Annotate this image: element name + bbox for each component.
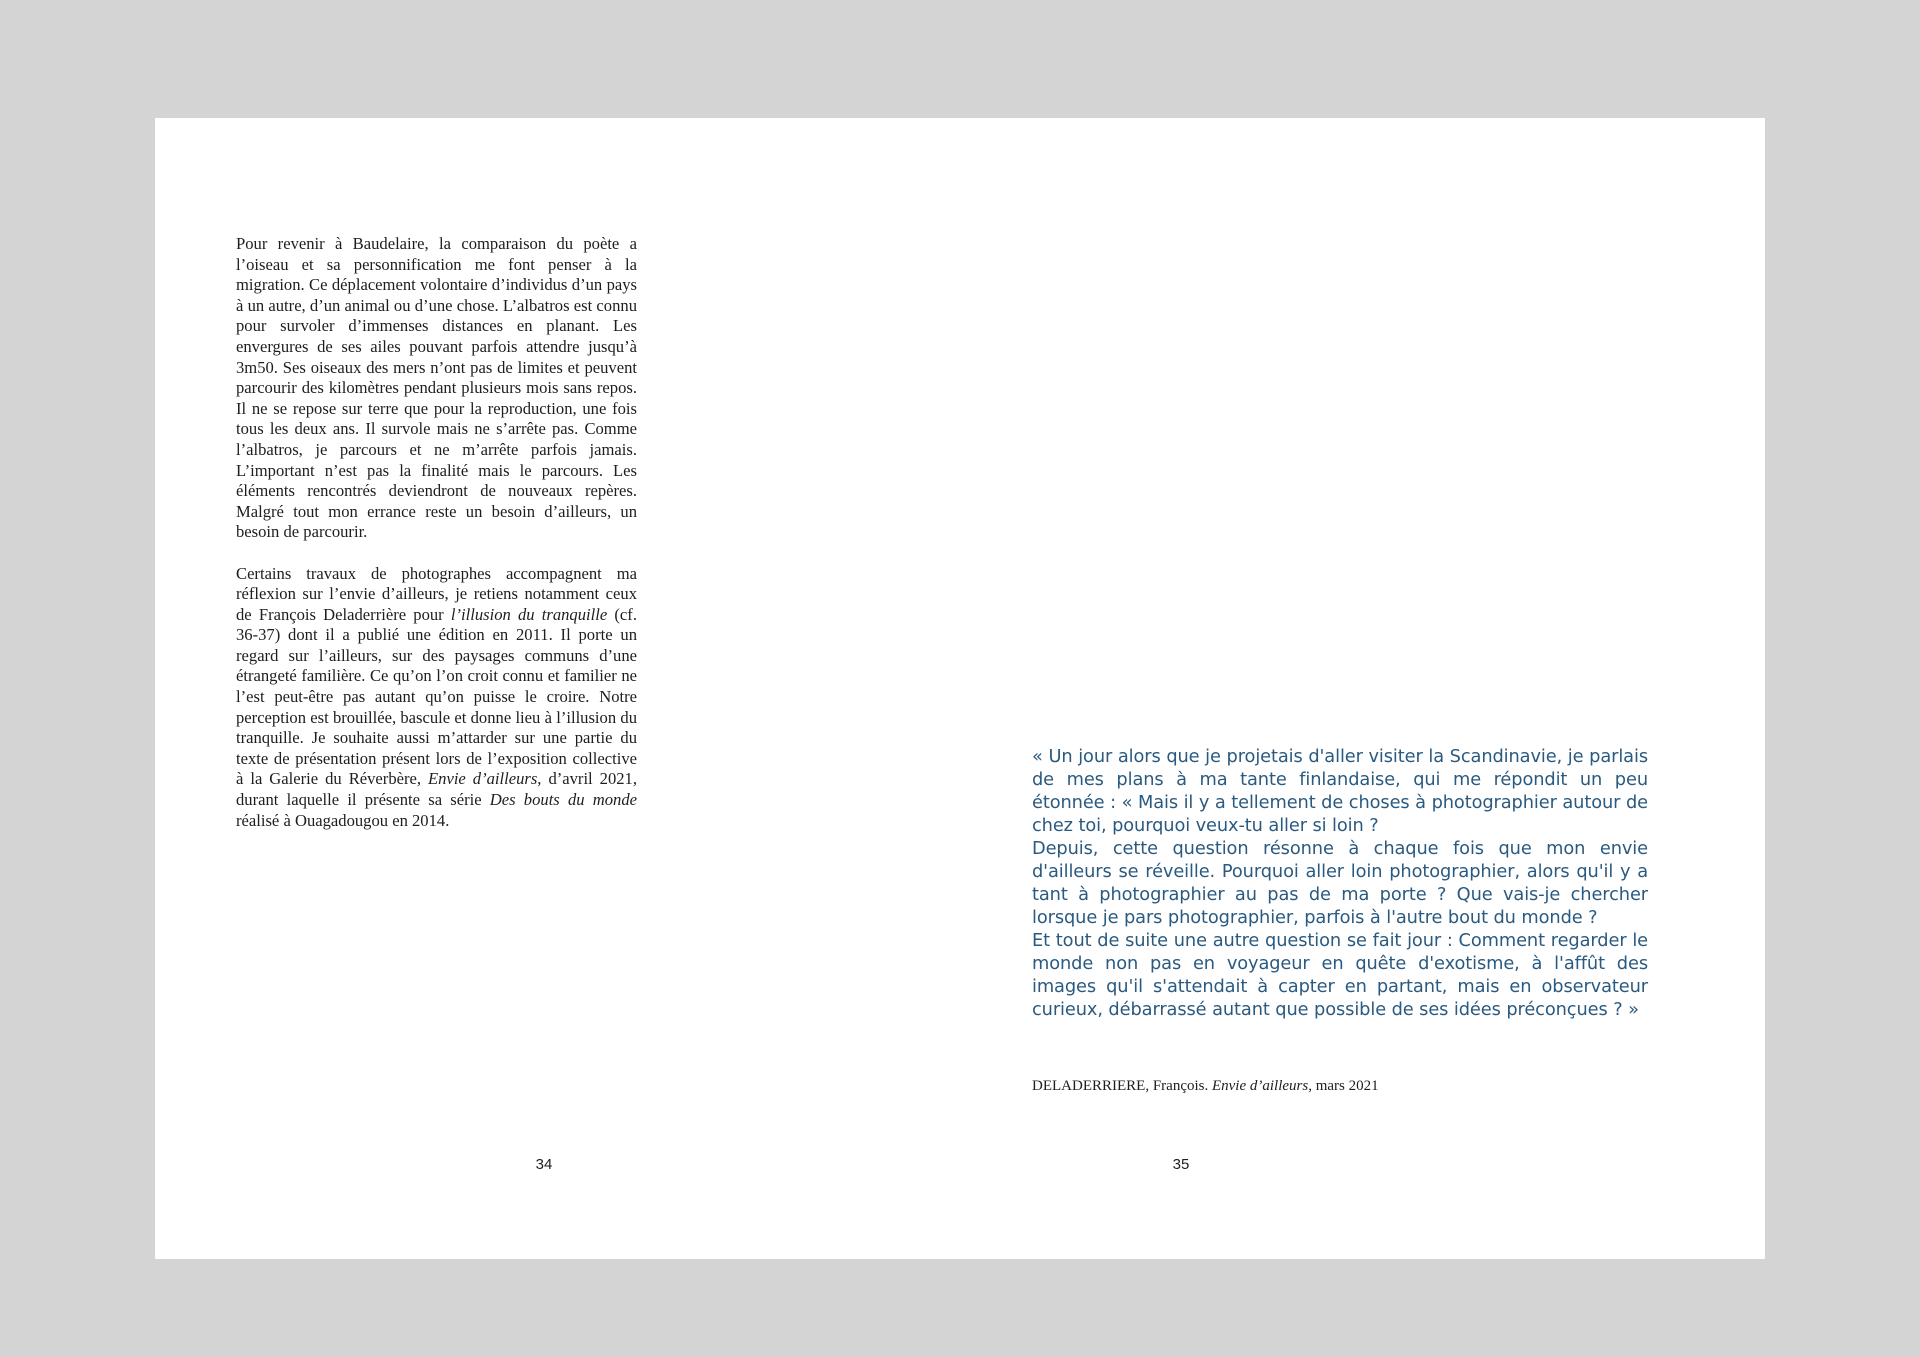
paragraph-baudelaire: Pour revenir à Baudelaire, la comparaison du poète a l’oiseau et sa personnification me font penser à la migration. Ce déplacement volontaire d’individus d’un pays à un autre, d’un animal ou d’une chose. L’albatros est connu pour survoler d’immenses distances en planant. Les envergures de ses ailes pouvant parfois attendre jusqu’à 3m50. Ses oiseaux des mers n’ont pas de limites et peuvent parcourir des kilomètres pendant plusieurs mois sans repos. Il ne se repose sur terre que pour la reproduction, une fois tous les deux ans. Il survole mais ne s’arrête pas. Comme l’albatros, je parcours et ne m’arrête parfois jamais. L’important n’est pas la finalité mais le parcours. Les éléments rencontrés deviendront de nouveaux repères. Malgré tout mon errance reste un besoin d’ailleurs, un besoin de parcourir.	[236, 234, 637, 542]
citation-date: mars 2021	[1311, 1078, 1379, 1094]
italic-title: l’illusion du tranquille	[450, 604, 608, 624]
quote-paragraph: « Un jour alors que je projetais d'aller visiter la Scandinavie, je parlais de mes plans à ma tante finlandaise, qui me répondit un peu étonnée : « Mais il y a tellement de choses à photographier autour de chez toi, pourquoi veux-tu aller si loin ?	[1032, 746, 1648, 836]
paragraph-photographers	[236, 564, 637, 832]
citation-author: DELADERRIERE, François.	[1032, 1078, 1212, 1094]
quote-paragraph: Et tout de suite une autre question se fait jour : Comment regarder le monde non pas en voyageur en quête d'exotisme, à l'affût des images qu'il s'attendait à capter en partant, mais en observateur curieux, débarrassé autant que possible de ses idées préconçues ? »	[1032, 930, 1648, 1020]
citation-title: Envie d’ailleurs,	[1211, 1078, 1312, 1094]
book-spread	[155, 118, 1765, 1259]
citation	[1032, 1078, 1379, 1095]
paragraph-part: réalisé à Ouagadougou en 2014.	[236, 810, 450, 830]
left-page	[155, 118, 960, 1259]
quote-block	[1032, 745, 1648, 1021]
paragraph-part: Certains travaux de photographes accompagnent ma réflexion sur l’envie d’ailleurs, je retiens notamment ceux de François Deladerrière pour	[236, 563, 637, 624]
paragraph-part: (cf. 36-37) dont il a publié une édition en 2011. Il porte un regard sur l’ailleurs, sur des paysages communs d’une étrangeté familière. Ce qu’on l’on croit connu et familier ne l’est peut-être pas autant qu’on puisse le croire. Notre perception est brouillée, bascule et donne lieu à l’illusion du tranquille. Je souhaite aussi m’attarder sur une partie du texte de présentation présent lors de l’exposition collective à la Galerie du Réverbère,	[236, 604, 637, 789]
italic-title: Envie d’ailleurs,	[428, 769, 542, 789]
italic-title: Des bouts du monde	[489, 790, 638, 810]
left-body-text	[236, 234, 637, 831]
paragraph-part: d’avril 2021, durant laquelle il présente sa série	[236, 769, 637, 810]
quote-paragraph: Depuis, cette question résonne à chaque fois que mon envie d'ailleurs se réveille. Pourquoi aller loin photographier, alors qu'il y a tant à photographier au pas de ma porte ? Que vais-je chercher lorsque je pars photographier, parfois à l'autre bout du monde ?	[1032, 838, 1648, 928]
right-page	[960, 118, 1765, 1259]
page-number-left: 34	[535, 1156, 553, 1173]
page-number-right: 35	[1172, 1156, 1190, 1173]
